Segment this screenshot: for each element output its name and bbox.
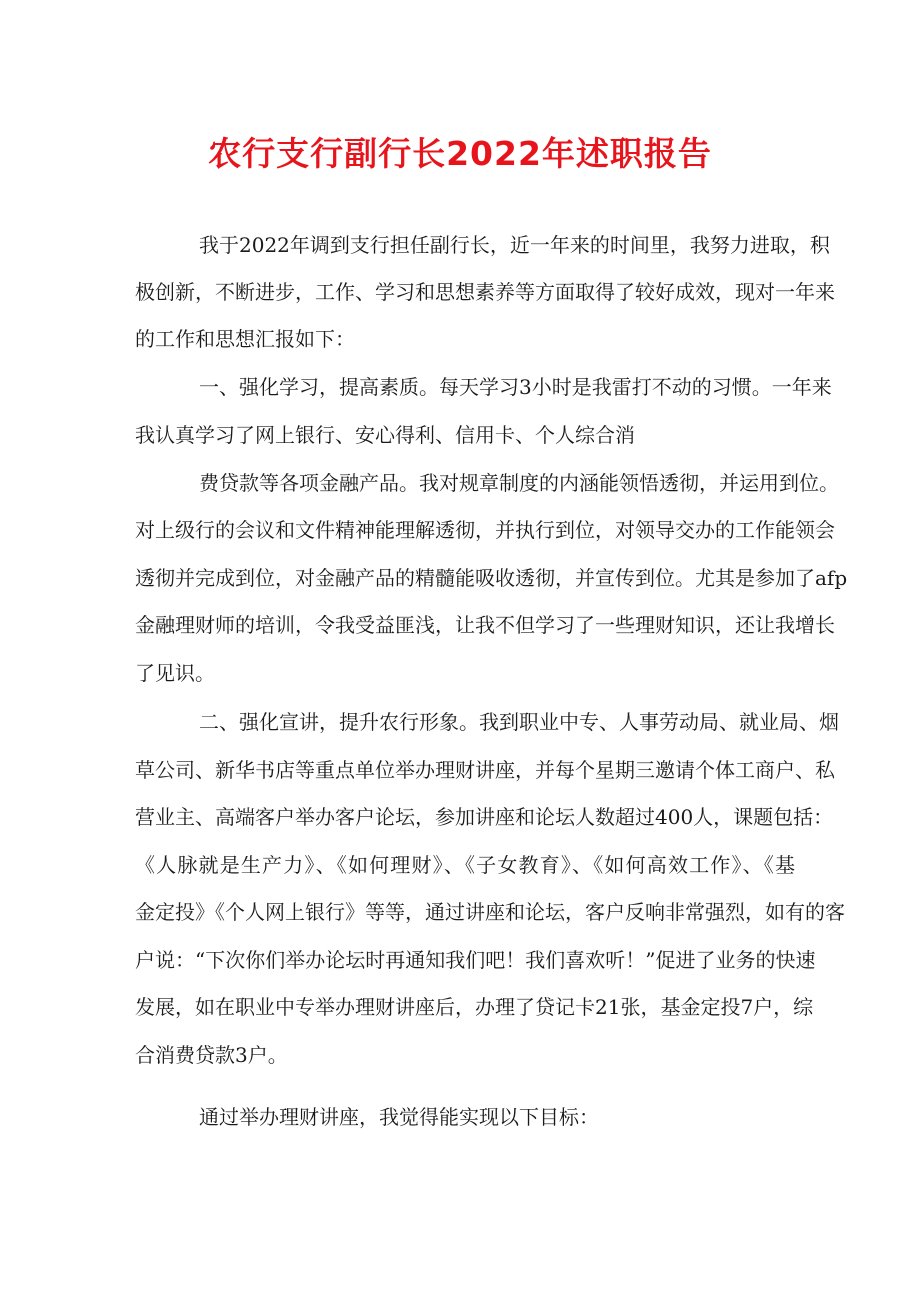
paragraph-line: 户说：“下次你们举办论坛时再通知我们吧！我们喜欢听！”促进了业务的快速 [135,948,816,972]
paragraph-line: 二、强化宣讲，提升农行形象。我到职业中专、人事劳动局、就业局、烟 [199,710,839,734]
paragraph-line: 的工作和思想汇报如下： [135,327,355,351]
paragraph-line: 草公司、新华书店等重点单位举办理财讲座，并每个星期三邀请个体工商户、私 [135,758,835,782]
paragraph-line: 费贷款等各项金融产品。我对规章制度的内涵能领悟透彻，并运用到位。 [199,471,839,495]
paragraph-line: 营业主、高端客户举办客户论坛，参加讲座和论坛人数超过400人，课题包括： [135,805,834,829]
paragraph-line: 《人脉就是生产力》、《如何理财》、《子女教育》、《如何高效工作》、《基 [135,853,795,877]
paragraph-line: 对上级行的会议和文件精神能理解透彻，并执行到位，对领导交办的工作能领会 [135,518,835,542]
paragraph-line: 合消费贷款3户。 [135,1043,288,1067]
paragraph-line: 我认真学习了网上银行、安心得利、信用卡、个人综合消 [135,423,635,447]
paragraph-line: 我于2022年调到支行担任副行长，近一年来的时间里，我努力进取，积 [199,233,830,257]
paragraph-line: 极创新，不断进步，工作、学习和思想素养等方面取得了较好成效，现对一年来 [135,280,835,304]
paragraph-line: 一、强化学习，提高素质。每天学习3小时是我雷打不动的习惯。一年来 [199,375,832,399]
paragraph-line: 通过举办理财讲座，我觉得能实现以下目标： [199,1105,599,1129]
paragraph-line: 金融理财师的培训，令我受益匪浅，让我不但学习了一些理财知识，还让我增长 [135,613,835,637]
document-title: 农行支行副行长2022年述职报告 [208,134,712,173]
paragraph-line: 金定投》《个人网上银行》等等，通过讲座和论坛，客户反响非常强烈，如有的客 [135,900,845,924]
paragraph-line: 发展，如在职业中专举办理财讲座后，办理了贷记卡21张，基金定投7户，综 [135,995,814,1019]
paragraph-line: 了见识。 [135,661,215,685]
paragraph-line: 透彻并完成到位，对金融产品的精髓能吸收透彻，并宣传到位。尤其是参加了afp [135,566,848,590]
